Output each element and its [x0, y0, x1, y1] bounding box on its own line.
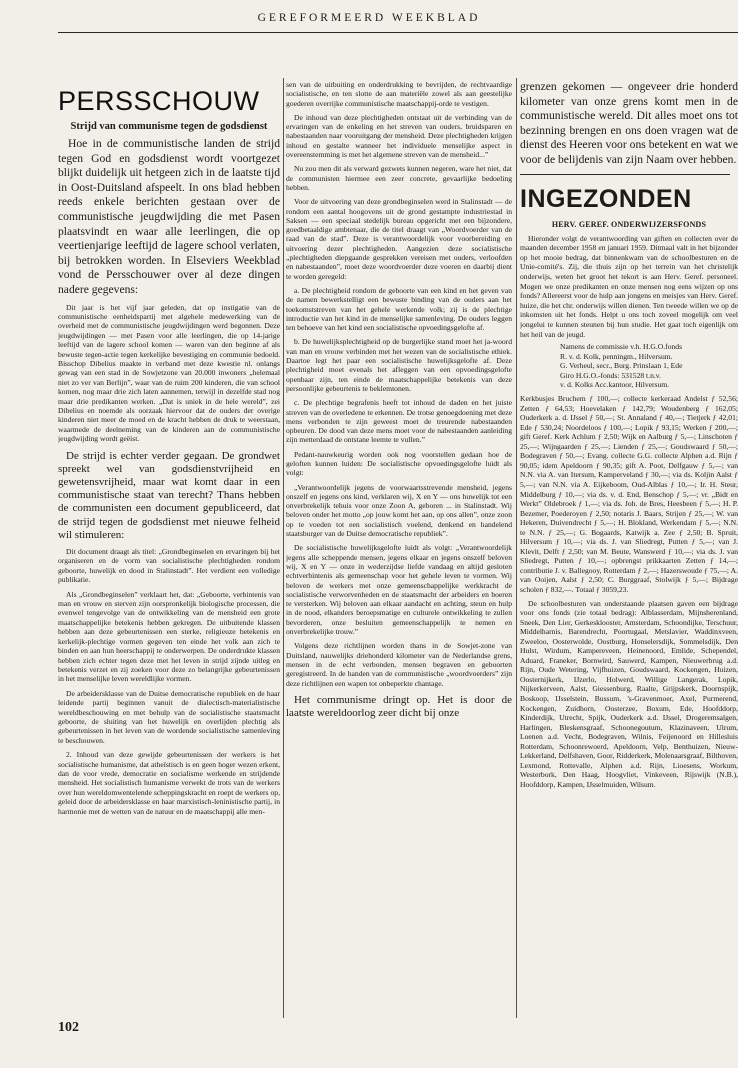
column-middle	[286, 80, 512, 1020]
quote-paragraph: b. De huwelijksplechtigheid op de burgerlijke stand moet het ja-woord van man en vrouw verbinden met het wezen van de socialistische ethiek. Daartoe legt het paar een socialistische huwelijksgelofte af. Deze plechtigheid moet evenals het afleggen van een opvoedingsgelofte openbaar zijn, ten einde de maatschappelijke betekenis van deze persoonlijke gebeurtenis te beklemtonen.	[286, 337, 512, 393]
quote-paragraph: „Verantwoordelijk jegens de voorwaartsstrevende mensheid, jegens onszelf en jegens ons kind, verklaren wij, X en Y — ons huwelijk tot een onverbrekelijk tehuis voor onze Zoon A, geboren ... in Stalinstadt. Wij beloven onder het motto „op jouw komt het aan, op ons allen”, onze zoon op te voeden tot een socialistisch voelend, denkend en handelend staatsburger van de Duitse democratische republiek”.	[286, 482, 512, 539]
header-rule	[58, 32, 738, 33]
quote-paragraph: c. De plechtige begrafenis heeft tot inhoud de daden en het juiste streven van de overledene te erkennen. De trotse genoegdoening met deze mens verbonden te zijn geweest moet de treurende nabestaanden opbeuren. De dood van deze mens moet voor de nabestaanden aanleiding zijn metterdaad de ontstane leemte te vullen.”	[286, 398, 512, 445]
column-divider-1	[283, 78, 284, 1018]
quote-paragraph: De inhoud van deze plechtigheden ontstaat uit de verbinding van de ervaringen van de enkeling en het streven van ouders, bruidsparen en nabestaanden naar vooruitgang der mensheid. Deze plechtigheden krijgen inhoud en gestalte wanneer het individuele menselijke aspect in overeenstemming is met het algemene streven van de mensheid...”	[286, 112, 512, 160]
signature-line: Giro H.G.O.-fonds: 531528 t.n.v.	[560, 370, 661, 380]
quote-paragraph: Dit jaar is het vijf jaar geleden, dat op instigatie van de communistische eenheidspartij met algehele medewerking van de overheid met de communistische jeugdwijdingen werd begonnen. Deze jeugdwijdingen — met Pasen voor alle leerlingen, die op 14-jarige leeftijd van de lagere school komen — waren van den beginne af als bewuste tegen-actie tegen kerkelijke bevestiging en communie bedoeld. Bisschop Dibelius maakte in verband met deze kwestie nl. onlangs gewag van een stad in de Sowjetzone van 20.000 inwoners „helemaal niet zo ver van Berlijn”, waar van de ruim 200 kinderen, die van school komen, nog maar drie zich laten aannemen, terwijl in dezelfde stad nog maar drie predikanten werken. „Dat is uniek in de hele wereld”, zei Dibelius en noemde als oorzaak hiervoor dat de ouders der overige kinderen niet meer de moed en de kracht hebben de druk te weerstaan, waarmede de deelneming van de kinderen aan de communistische jeugdwijding wordt geëist.	[58, 302, 280, 444]
school-list: De schoolbesturen van onderstaande plaatsen gaven een bijdrage voor ons fonds (zie totaal bedrag): Alblasserdam, Mijnsherenland, Sneek, Den Lier, Gerkesklooster, Amsterdam, Schoondijke, Terschuur, Middelharnis, Barendrecht, Poortugaal, Metslavier, Waddinxveen, Zweeloo, Oosterwolde, Oostburg, Honselersdijk, Sommelsdijk, Den Hulst, Wirdum, Kampereveen, Heinenoord, Emlide, Schependel, Aduard, Franeker, Bornwird, Sauwerd, Kampen, Nieuwerbrug a.d. Rijn, Oude Wetering, Vijfhuizen, Goudswaard, Kockengen, Huizen, Oosternijkerk, IJzerlo, Holwerd, Willige Langerak, Lopik, Nijkerkerveen, Aalst, Giessenburg, Raalte, Grijpskerk, Doornspijk, Boskoop, IJsselstein, Bussum, 's-Gravenmoer, Axel, Purmerend, Kockengen, Zuidhorn, Oosterzee, Boxum, Ede, Hoofddorp, Kinderdijk, Utrecht, Spijk, Ouderkerk a.d. IJssel, Drogeremsalgen, Harlingen, Bleskensgraaf, Schoonegoutum, Klazinaveen, Ulrum, Loenen a.d. Vecht, Bodegraven, Wilnis, Feijenoord en Hillesluis Rotterdam, Schoonrewoerd, Apeldoorn, Velp, Benthuizen, Nieuw-Lekkerland, Delfshaven, Goor, Ridderkerk, Molenaarsgraaf, Bilthoven, Lexmond, Rottevalle, Alphen a.d. Rijn, Lioesens, Workum, Westerbork, Den Haag, Hoogvliet, Vinkeveen, Rijswijk (N.B.), Hoofddorp, Kampen, IJsselmuiden, Wilsum.	[520, 598, 738, 789]
letter-paragraph: Hieronder volgt de verantwoording van giften en collecten over de maanden december 1958 en januari 1959. Ditmaal valt in het bijzonder op het mooie bedrag, dat binnenkwam van de schoolbesturen en de Unie-comité's. Zij, die thuis zijn op het terrein van het christelijk onderwijs, weten het groot het tekort is aan Herv. Geref. personeel. Mogen we onze predikanten en onze mensen nog eens wijzen op ons fonds? Allereerst voor de hulp aan jongens en meisjes van Herv. Geref. huize, die het chr. onderwijs willen dienen. Ten tweede willen we op de inkomsten uit het fonds. Helpt u ons toch zoveel mogelijk om veel jongelui te kunnen steunen bij hun studie. Het gaat toch eigenlijk om het heil van de jeugd.	[520, 233, 738, 339]
body-paragraph: De strijd is echter verder gegaan. De grondwet spreekt wel van godsdienstvrijheid en gewetensvrijheid, maar wat komt daar in een communistische staat van terecht? Thans hebben de communisten een document gepubliceerd, dat de strijd tegen de godsdienst met nieuwe felheid wil stimuleren:	[58, 449, 280, 541]
signature-line: v. d. Kolks Acc.kantoor, Hilversum.	[560, 380, 670, 390]
quote-paragraph: sen van de uitbuiting en onderdrukking te bevrijden, de rechtvaardige socialistische, en ten slotte de aan materiële zowel als aan geestelijke goederen overrijke communistische maatschappij-orde te vestigen.	[286, 80, 512, 108]
quote-paragraph: Dit document draagt als titel: „Grondbeginselen en ervaringen bij het organiseren en de vorm van socialistische plechtigheden rondom geboorte, huwelijk en dood in Stalinstadt”. Het verdient een volledige publikatie.	[58, 547, 280, 585]
section-rule	[520, 174, 730, 175]
signature-line: Namens de commissie v.h. H.G.O.fonds	[560, 342, 683, 352]
running-header: GEREFORMEERD WEEKBLAD	[257, 12, 481, 24]
quote-paragraph: 2. Inhoud van deze gewijde gebeurtenissen der werkers is het socialistische humanisme, dat atheïstisch is en geen hoger wezen erkent, dan de voor vrede, democratie en socialisme werkende en strijdende mensheid. Het socialistisch humanisme verwekt de trots van de werkers over hun wereldomwentelende scheppingskracht en roept de werkers op, geleid door de arbeidersklasse en haar marxistisch-leninistische partij, in harmonie met de wetten van de natuur en de maatschappij alle men-	[58, 750, 280, 816]
body-paragraph: Volgens deze richtlijnen worden thans in de Sowjet-zone van Duitsland, nauwelijks driehonderd kilometer van de Nederlandse grens, mensen in de echt verbonden, mensen begraven en geboorten geregistreerd. In de handen van de communistische „woordvoerders” zijn deze richtlijnen een wapen tot onbeperkte chantage.	[286, 641, 512, 688]
section-title-persschouw: PERSSCHOUW	[58, 86, 260, 116]
page-number: 102	[58, 1020, 79, 1035]
lead-continuation: grenzen gekomen — ongeveer drie honderd kilometer van onze grens komt men in de communistische wereld. Dit alles moet ons tot bezinning brengen en ons doen vragen wat de dienst des Heeren voor ons betekent en wat we voor de belijdenis van zijn Naam over hebben.	[520, 80, 738, 166]
body-paragraph: Pedant-nauwkeurig worden ook nog voorstellen gedaan hoe de geloften kunnen luiden: De socialistische opvoedingsgelofte luidt als volgt:	[286, 449, 512, 478]
article-subheading: Strijd van communisme tegen de godsdienst	[70, 121, 268, 132]
signature-line: G. Verheul, secr., Burg. Prinslaan 1, Ede	[560, 361, 683, 371]
body-paragraph: Het communisme dringt op. Het is door de laatste wereldoorlog zeer dicht bij onze	[286, 693, 512, 720]
lead-paragraph: Hoe in de communistische landen de strijd tegen God en godsdienst wordt voortgezet blijkt duidelijk uit hetgeen zich in de laatste tijd in Oost-Duitsland afspeelt. In ons blad hebben reeds enkele berichten gestaan over de communistische jeugdwijding die met Pasen plaatsvindt en waar alle leerlingen, die op veertienjarige leeftijd de lagere school verlaten, bij betrokken worden. In Elseviers Weekblad vond de Persschouwer over al deze dingen nadere gegevens:	[58, 137, 280, 296]
body-paragraph: Nu zou men dit als verward gezwets kunnen negeren, ware het niet, dat de communisten hiermee een zeer concrete, gevaarlijke bedoeling hebben.	[286, 164, 512, 192]
column-divider-2	[516, 78, 517, 1018]
column-right	[520, 80, 738, 1020]
section-title-ingezonden: INGEZONDEN	[520, 184, 692, 213]
signature-line: R. v. d. Kolk, penningm., Hilversum.	[560, 351, 673, 361]
quote-paragraph: Als „Grondbeginselen” verklaart het, dat: „Geboorte, verbintenis van man en vrouw en sterven zijn oorspronkelijk biologische processen, die evenwel tengevolge van de ontwikkeling van de mensheid een grote maatschappelijke betekenis hebben gekregen. De uitbuitende klassen hebben aan deze gebeurtenissen een sterke, religieuze betekenis en kerkelijk-plechtige vormen gegeven ten einde het volk aan zich te binden en aan hun heerschappij te onderwerpen. De onderdrukte klassen hebben zich echter tegen deze met het leven in strijd zijnde uitleg en betekenis verzet en zij zoeken voor deze zo belangrijke gebeurtenissen in het menselijke leven wereldlijke vormen.	[58, 589, 280, 684]
quote-paragraph: De socialistische huwelijksgelofte luidt als volgt: „Verantwoordelijk jegens alle scheppende mensen, jegens elkaar en jegens onszelf beloven wij, X en Y — onze in wederzijdse liefde vandaag en altijd gesloten echtverbintenis als gemeenschap voor het gehele leven te vormen. Wij beloven de werkers met onze gemeenschappelijke werkkracht de socialistische verworvenheden en de staatsmacht der arbeiders en boeren te versterken. Wij beloven aan elkaar aandacht en achting, steun en hulp in de nood, elkanders beroepsmatige en culturele ontwikkeling te zullen bevorderen, onze besluiten gemeenschappelijk te nemen en onverbrekelijke trouw.”	[286, 543, 512, 637]
column-left	[58, 80, 280, 1015]
quote-paragraph: a. De plechtigheid rondom de geboorte van een kind en het geven van de namen bewerkstelligt een bewuste binding van de ouders aan het toekomststreven van het gehele werkende volk; zij is de plechtige introductie van het kind in de menselijke samenleving. De ouders leggen ten behoeve van het kind een socialistische opvoedingsgelofte af.	[286, 285, 512, 333]
quote-paragraph: De arbeidersklasse van de Duitse democratische republiek en de haar leidende partij beginnen vanuit de dialectisch-materialistische wereldbeschouwing en met behulp van de socialistische staatsmacht geboorte, de sluiting van het huwelijk en overlijden plechtig als gebeurtenissen in het leven van de wordende socialistische samenleving te beschouwen.	[58, 688, 280, 745]
letter-subheading: HERV. GEREF. ONDERWIJZERSFONDS	[551, 219, 707, 229]
quote-paragraph: Voor de uitvoering van deze grondbeginselen werd in Stalinstadt — de rondom een aantal hoogovens uit de grond gestampte industriestad in Saksen — een speciaal stedelijk bureau opgericht met een bijzondere, goedbetaaldige ambtenaar, die de titel draagt van „Woordvoerder van de raad van de stad”. Deze is verantwoordelijk voor voorbereiding en uitvoering dezer plechtigheden. Aangezien deze socialistische „plechtigheden diepgaande gesprekken vereisen met ouders, verloofden en nabestaanden”, moet deze woordvoerder deze voeren en daarbij dient te worden geregeld:	[286, 197, 512, 281]
donation-list: Kerkbusjes Bruchem ƒ 100,—; collecte kerkeraad Andelst ƒ 52,56; Zetten ƒ 64,53; Hoevelaken ƒ 142,79; Woudenberg ƒ 162,05; Ouderkerk a. d. IJssel ƒ 50,—; St. Annaland ƒ 40,—; Tietjerk ƒ 42,01; Ede ƒ 530,24; Noordeloos ƒ 100,—; Lopik ƒ 93,15; Werken ƒ 200,—; gift Geref. Kerk Achlum ƒ 2,50; Wijk en Aalburg ƒ 5,—; Linschoten ƒ 25,—; Wijngaarden ƒ 25,—; Lienden ƒ 25,—; Goudswaard ƒ 50,—; Bodegraven ƒ 50,—; Evang. collecte G.G. collecte Alphen a.d. Rijn ƒ 90,05; idem Apeldoorn ƒ 90,35; gift A. Poot, Delfgauw ƒ 5,—; van N.N. via A. van Itersum, Kamperveland ƒ 30,—; via ds. Koljin Aalst ƒ 5,—; van N.N. via A. Eijkeboom, Oud-Alblas ƒ 10,—; Ir. H. Steur, Middelburg ƒ 10,—; via ds. v. d. End, Benschop ƒ 5,—; vr. „Bidt en Werkt” Oldebroek ƒ 1,—; via ds. Joh. de Bres, Heesbeen ƒ 5,—; H. P. Bezemer, Poederoyen ƒ 2,50; notaris J. Baars, Strijen ƒ 25,—; W. van Hekeren, Duivendrecht ƒ 5,—; H. Blokland, Werkendam ƒ 5,—; N.N. te N.N. ƒ 25,—; G. Bogaards, Katwijk a. Zee ƒ 2,50; B. Spruit, Hilversum ƒ 10,—; via ds. J. van Sliedregt, Putten ƒ 5,—; van J. Klevit, Delft ƒ 2,50; van M. Beute, Wanswerd ƒ 10,—; via ds. J. van Sliedregt, Putten ƒ 10,—; opbrengst prikkaarten Zetten ƒ 14,—; contributie J. v. Ballegooy, Rotterdam ƒ 2,—; Hazerswoude ƒ 75,—; A. van Ooijen, Aalst ƒ 2,50; C. Burggraaf, Stolwijk ƒ 5,—; Bijdrage scholen ƒ 832,—. Totaal ƒ 3059,23.	[520, 394, 738, 594]
